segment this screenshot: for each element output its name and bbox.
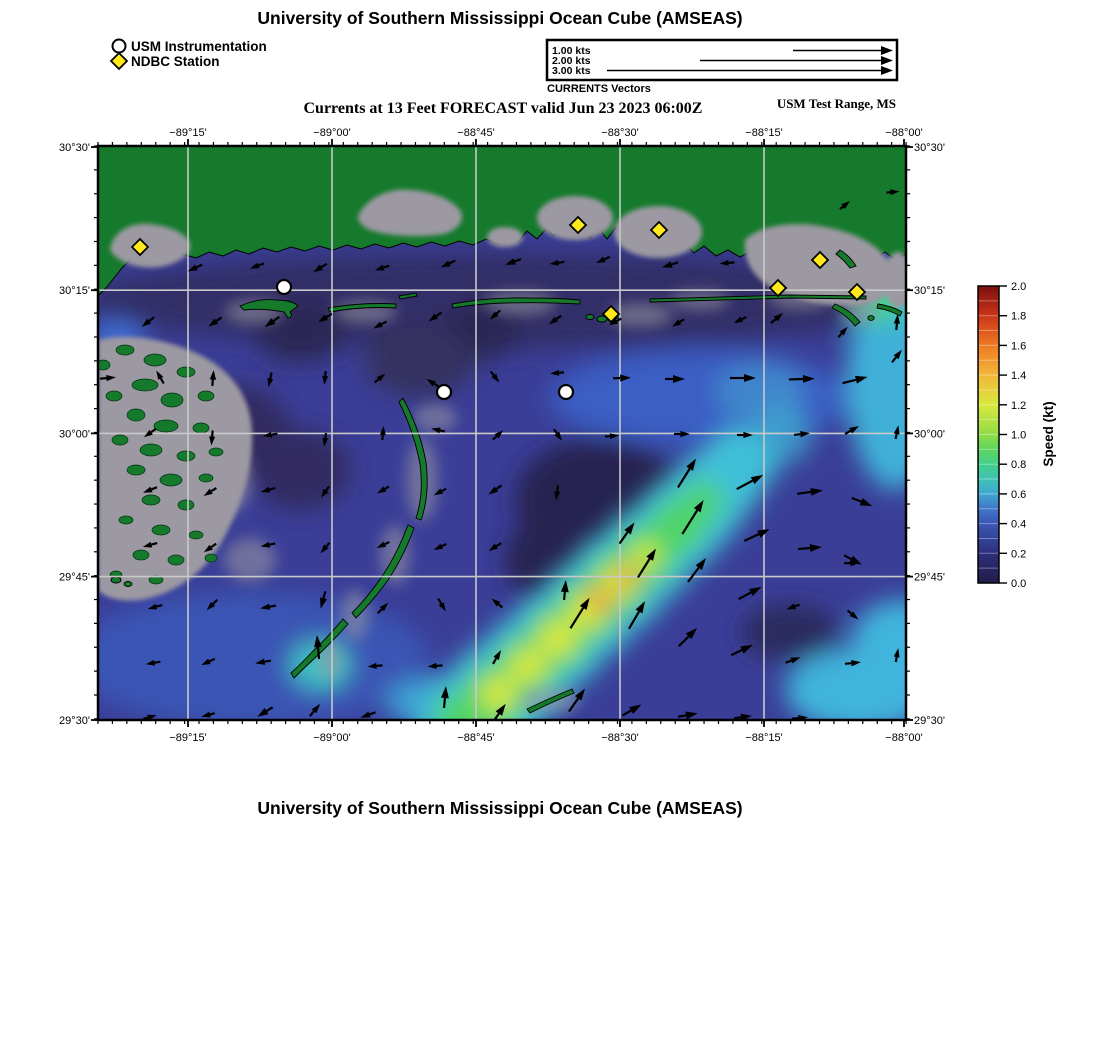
- current-arrow-shaft: [564, 592, 565, 600]
- lon-tick-label: −88°00': [885, 127, 923, 139]
- current-arrow-shaft: [151, 543, 157, 545]
- lon-tick-label: −88°30': [601, 127, 639, 139]
- current-arrow-shaft: [794, 434, 800, 435]
- usm-instrumentation-label: USM Instrumentation: [131, 39, 267, 54]
- page-title: University of Southern Mississippi Ocean Cube (AMSEAS): [257, 8, 743, 28]
- colorbar-tick-label: 0.0: [1011, 578, 1027, 590]
- current-arrow-shaft: [318, 647, 319, 659]
- current-arrow-shaft: [558, 262, 564, 263]
- current-arrow-shaft: [210, 713, 215, 714]
- ndbc-station-icon: [111, 53, 127, 69]
- vector-legend-caption: CURRENTS Vectors: [547, 83, 651, 95]
- footer-title: University of Southern Mississippi Ocean Cube (AMSEAS): [257, 798, 743, 818]
- lat-tick-label: 29°45': [914, 571, 945, 584]
- map-canvas: [70, 146, 952, 774]
- usm-instrumentation-marker: [559, 385, 573, 399]
- colorbar-tick-label: 0.4: [1011, 518, 1027, 531]
- colorbar-tick-label: 2.0: [1011, 281, 1027, 293]
- current-arrow-shaft: [798, 548, 810, 549]
- lon-tick-label: −88°15': [745, 732, 783, 744]
- lon-tick-label: −88°45': [457, 127, 495, 139]
- vector-legend-row-label: 1.00 kts: [552, 45, 591, 57]
- current-arrow-shaft: [212, 380, 213, 386]
- current-arrow-shaft: [154, 662, 160, 663]
- current-arrow-shaft: [156, 605, 162, 607]
- lon-tick-label: −89°15': [169, 732, 207, 744]
- current-arrow-shaft: [270, 606, 276, 607]
- lat-tick-label: 30°15': [59, 285, 90, 298]
- current-arrow-shaft: [678, 715, 686, 716]
- current-arrow-shaft: [100, 378, 106, 379]
- region-label: USM Test Range, MS: [776, 96, 896, 111]
- colorbar-axis-label: Speed (kt): [1041, 401, 1056, 467]
- current-arrow-shaft: [265, 661, 271, 662]
- lon-tick-label: −88°45': [457, 732, 495, 744]
- colorbar-tick-label: 1.0: [1011, 429, 1027, 442]
- lon-tick-label: −88°15': [745, 127, 783, 139]
- current-arrow-shaft: [734, 717, 741, 718]
- current-arrow-shaft: [896, 324, 897, 330]
- current-arrow-shaft: [269, 543, 275, 544]
- current-arrow-shaft: [557, 486, 558, 492]
- usm-instrumentation-marker: [277, 280, 291, 294]
- usm-instrumentation-icon: [113, 40, 126, 53]
- current-arrow-shaft: [728, 262, 734, 263]
- lat-tick-label: 29°45': [59, 571, 90, 584]
- colorbar-tick-label: 1.2: [1011, 399, 1027, 412]
- lon-tick-label: −88°30': [601, 732, 639, 744]
- current-arrow-shaft: [896, 434, 897, 439]
- colorbar-tick-label: 0.8: [1011, 459, 1027, 472]
- colorbar-tick-label: 1.4: [1011, 370, 1027, 383]
- lon-tick-label: −88°00': [885, 732, 923, 744]
- current-arrow-shaft: [271, 434, 277, 435]
- current-arrow-shaft: [792, 718, 798, 719]
- lat-tick-label: 30°00': [59, 428, 90, 441]
- current-arrow-shaft: [143, 718, 148, 719]
- current-arrow-shaft: [845, 663, 851, 664]
- current-arrow-shaft: [212, 431, 213, 437]
- colorbar-tick-label: 0.2: [1011, 548, 1027, 561]
- colorbar-tick-label: 1.6: [1011, 340, 1027, 353]
- current-arrow-shaft: [269, 488, 275, 490]
- lat-tick-label: 30°30': [914, 142, 945, 154]
- colorbar-tick-label: 1.8: [1011, 310, 1027, 323]
- lat-tick-label: 30°15': [914, 285, 945, 298]
- station-legend: [111, 39, 267, 69]
- current-arrow-shaft: [444, 698, 445, 708]
- forecast-subtitle: Currents at 13 Feet FORECAST valid Jun 23 2023 06:00Z: [303, 100, 703, 117]
- colorbar-tick-label: 0.6: [1011, 488, 1027, 501]
- colorbar-tick-labels: [1011, 281, 1026, 590]
- current-arrow-shaft: [896, 657, 897, 662]
- vector-legend-row-label: 3.00 kts: [552, 65, 591, 77]
- ndbc-station-label: NDBC Station: [131, 54, 220, 69]
- current-arrow-shaft: [376, 665, 382, 666]
- current-arrow-shaft: [440, 430, 445, 431]
- usm-instrumentation-marker: [437, 385, 451, 399]
- lat-tick-label: 30°00': [914, 428, 945, 441]
- vector-legend-row-label: 2.00 kts: [552, 55, 591, 67]
- colorbar: [978, 281, 1056, 590]
- lon-tick-label: −89°00': [313, 127, 351, 139]
- current-arrow-shaft: [436, 665, 442, 666]
- vector-scale-legend: [547, 40, 897, 95]
- lat-tick-label: 30°30': [59, 142, 90, 154]
- lon-tick-label: −89°00': [313, 732, 351, 744]
- lat-tick-label: 29°30': [914, 715, 945, 727]
- lon-tick-label: −89°15': [169, 127, 207, 139]
- current-arrow-shaft: [270, 373, 271, 379]
- lat-tick-label: 29°30': [59, 715, 90, 727]
- colorbar-ticks: [999, 286, 1007, 583]
- current-arrow-shaft: [325, 433, 326, 438]
